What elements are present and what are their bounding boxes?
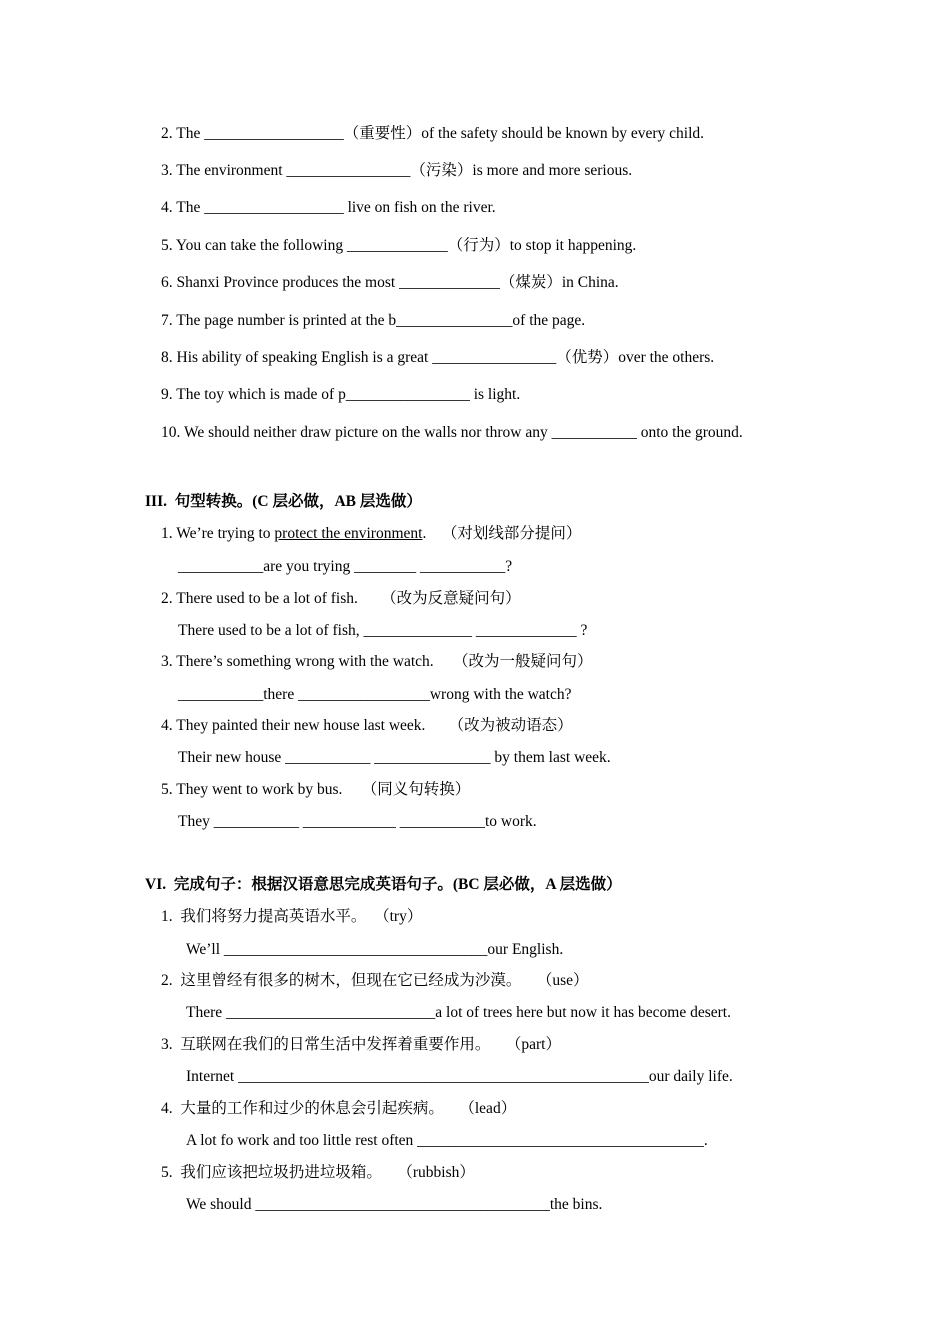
translate-item-5: 5. 我们应该把垃圾扔进垃圾箱。 （rubbish） <box>161 1164 475 1181</box>
translate-answer-5: We should ______________________________________the bins. <box>186 1196 603 1213</box>
fill-item-8: 8. His ability of speaking English is a great ________________（优势）over the others. <box>161 349 715 366</box>
translate-answer-3: Internet _____________________________________________________our daily life. <box>186 1068 733 1085</box>
translate-item-4: 4. 大量的工作和过少的休息会引起疾病。 （lead） <box>161 1100 517 1117</box>
transform-item-2: 2. There used to be a lot of fish. （改为反意疑问句） <box>161 590 521 607</box>
translate-answer-4: A lot fo work and too little rest often _____________________________________. <box>186 1132 708 1149</box>
fill-item-10: 10. We should neither draw picture on the walls nor throw any ___________ onto the ground. <box>161 424 743 441</box>
transform-answer-3: ___________there _________________wrong with the watch? <box>178 686 572 703</box>
fill-item-7: 7. The page number is printed at the b_______________of the page. <box>161 312 586 329</box>
translate-item-2: 2. 这里曾经有很多的树木，但现在它已经成为沙漠。 （use） <box>161 972 589 989</box>
fill-item-2: 2. The __________________（重要性）of the safety should be known by every child. <box>161 125 704 142</box>
transform-item-1-prefix: 1. We’re trying to <box>161 525 275 542</box>
fill-item-3: 3. The environment ________________（污染）is more and more serious. <box>161 162 633 179</box>
section-3-heading: III. 句型转换。(C 层必做，AB 层选做） <box>145 493 422 510</box>
fill-item-4: 4. The __________________ live on fish on the river. <box>161 199 496 216</box>
transform-item-1 <box>161 524 581 544</box>
transform-item-4: 4. They painted their new house last week. （改为被动语态） <box>161 717 573 734</box>
transform-answer-5: They ___________ ____________ ___________to work. <box>178 813 537 830</box>
translate-answer-2: There ___________________________a lot of trees here but now it has become desert. <box>186 1004 731 1021</box>
fill-item-9: 9. The toy which is made of p________________ is light. <box>161 386 521 403</box>
section-6-heading: VI. 完成句子：根据汉语意思完成英语句子。(BC 层必做，A 层选做） <box>145 876 622 893</box>
fill-item-6: 6. Shanxi Province produces the most _____________（煤炭）in China. <box>161 274 619 291</box>
transform-answer-4: Their new house ___________ _______________ by them last week. <box>178 749 611 766</box>
underlined-phrase: protect the environment <box>274 525 423 542</box>
transform-answer-1: ___________are you trying ________ ___________? <box>178 558 513 575</box>
transform-item-1-suffix: . （对划线部分提问） <box>422 525 582 542</box>
translate-item-3: 3. 互联网在我们的日常生活中发挥着重要作用。 （part） <box>161 1036 561 1053</box>
transform-item-3: 3. There’s something wrong with the watch. （改为一般疑问句） <box>161 653 593 670</box>
translate-item-1: 1. 我们将努力提高英语水平。 （try） <box>161 908 423 925</box>
transform-answer-2: There used to be a lot of fish, ______________ _____________ ? <box>178 622 588 639</box>
fill-item-5: 5. You can take the following _____________（行为）to stop it happening. <box>161 237 637 254</box>
translate-answer-1: We’ll __________________________________our English. <box>186 941 564 958</box>
transform-item-5: 5. They went to work by bus. （同义句转换） <box>161 781 471 798</box>
